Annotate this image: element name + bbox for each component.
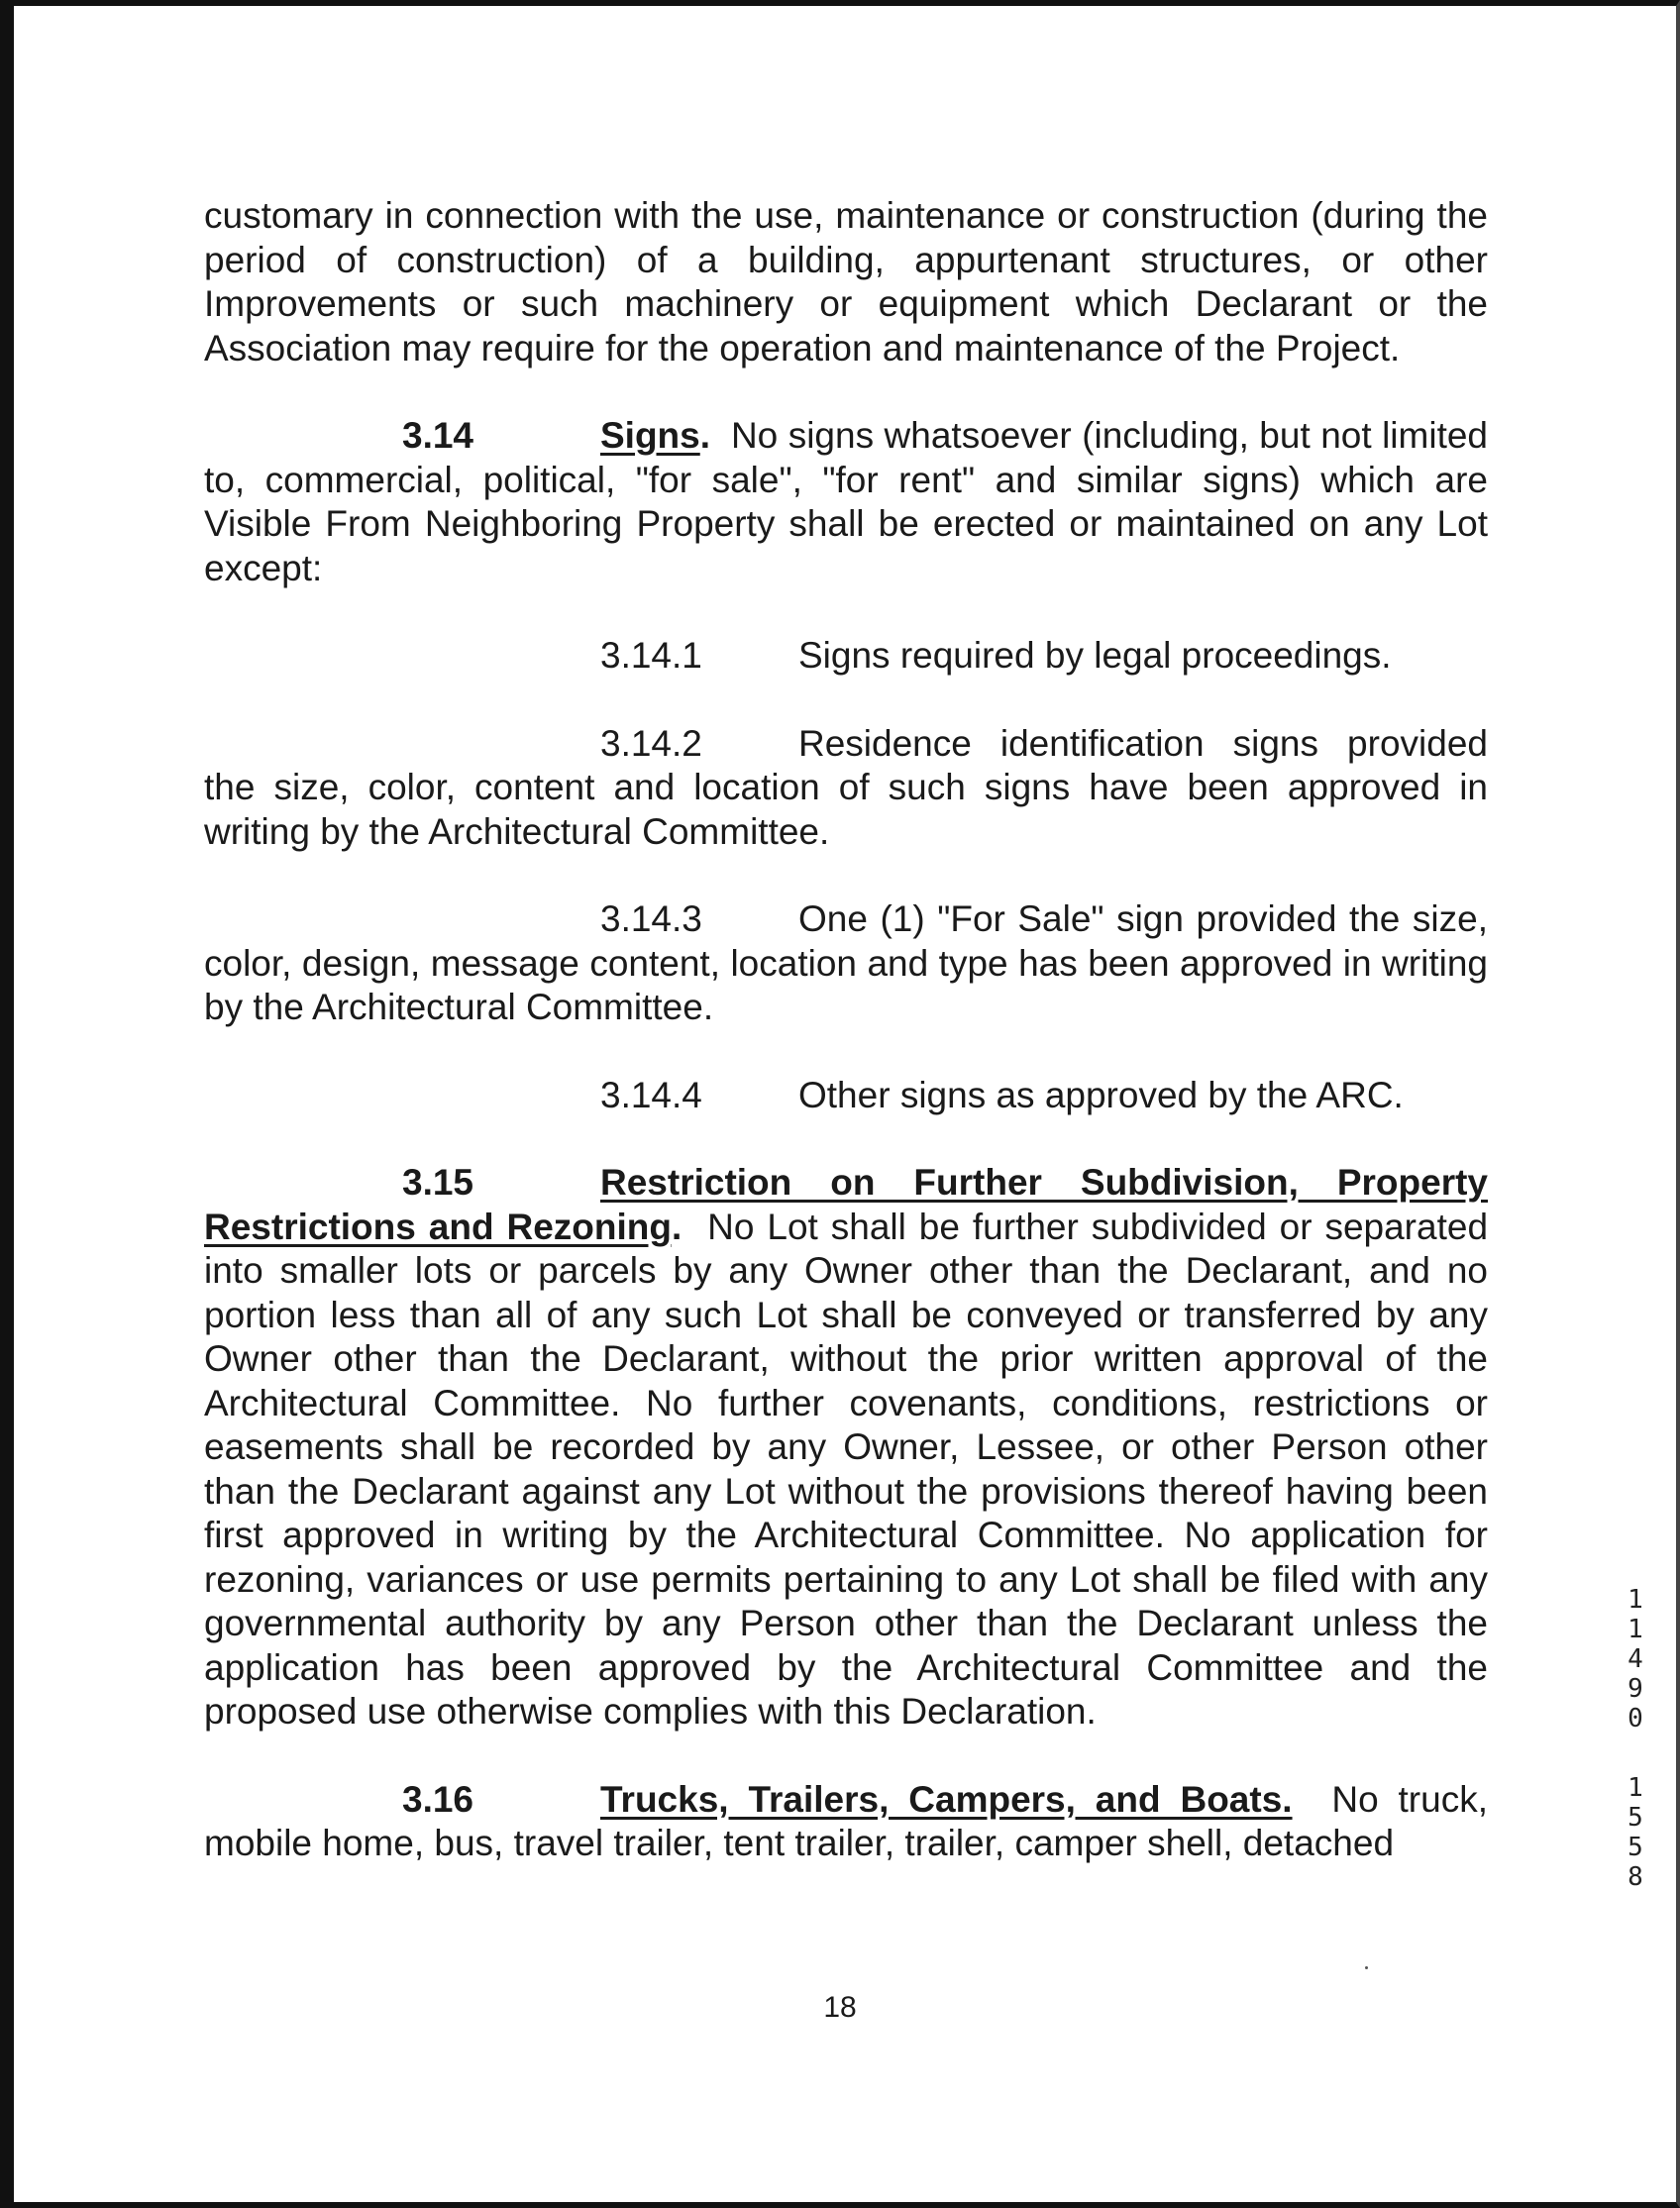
subsection-text: Other signs as approved by the ARC. [798, 1074, 1404, 1115]
section-body: No signs whatsoever (including, but not limited to, commercial, political, "for sale", "for rent" and similar signs) which are Visible From Neighboring Property shall be erected or maintained on any Lot except: [204, 415, 1489, 588]
subsection-3-14-2 [204, 722, 1488, 855]
section-body: No Lot shall be further subdivided or separated into smaller lots or parcels by any Owner other than the Declarant, and no portion less than all of any such Lot shall be conveyed or transferred by any Owner other than the Declarant, without the prior written approval of the Architectural Committee. No further covenants, conditions, restrictions or easements shall be recorded by any Owner, Lessee, or other Person other than the Declarant against any Lot without the provisions thereof having been first approved in writing by the Architectural Committee. No application for rezoning, variances or use permits pertaining to any Lot shall be filed with any governmental authority by any Person other than the Declarant unless the application has been approved by the Architectural Committee and the proposed use otherwise complies with this Declaration. [204, 1206, 1489, 1732]
margin-stamp-top: 1 1 4 9 0 [1628, 1585, 1643, 1734]
document-page [204, 194, 1488, 1910]
subsection-text: One (1) "For Sale" sign provided the size, color, design, message content, location and type has been approved in writing by the Architectural Committee. [204, 898, 1488, 1027]
margin-stamp-bottom: 1 5 5 8 [1628, 1773, 1643, 1892]
section-3-14 [204, 414, 1488, 590]
heading-punctuation: . [699, 415, 711, 456]
page-number: 18 [823, 1991, 857, 2024]
subsection-3-14-1 [204, 634, 1488, 679]
section-number: 3.16 [402, 1778, 474, 1820]
section-heading: Trucks, Trailers, Campers, and Boats. [600, 1778, 1293, 1820]
subsection-3-14-3 [204, 897, 1488, 1030]
subsection-number: 3.14.3 [600, 898, 702, 939]
margin-stamp [1621, 1585, 1650, 1892]
scan-speck [1365, 1966, 1368, 1969]
section-3-15 [204, 1161, 1488, 1735]
subsection-text: Signs required by legal proceedings. [798, 635, 1392, 676]
intro-paragraph: customary in connection with the use, maintenance or construction (during the period of construction) of a building, appurtenant structures, or other Improvements or such machinery or equipment which Declarant or the Association may require for the operation and maintenance of the Project. [204, 195, 1488, 368]
section-number: 3.14 [402, 415, 474, 456]
section-body: No truck, mobile home, bus, travel trailer, tent trailer, trailer, camper shell, detached [204, 1778, 1488, 1863]
subsection-number: 3.14.1 [600, 635, 702, 676]
heading-punctuation: . [671, 1206, 682, 1247]
subsection-number: 3.14.4 [600, 1074, 702, 1115]
subsection-text: Residence identification signs provided the size, color, content and location of such signs have been approved in writing by the Architectural Committee. [204, 722, 1488, 852]
section-heading: Restriction on Further Subdivision, Property Restrictions and Rezoning [204, 1162, 1488, 1247]
section-heading: Signs [600, 415, 700, 456]
subsection-3-14-4 [204, 1074, 1488, 1118]
section-number: 3.15 [402, 1162, 474, 1203]
subsection-number: 3.14.2 [600, 722, 702, 764]
section-3-16 [204, 1778, 1488, 1866]
